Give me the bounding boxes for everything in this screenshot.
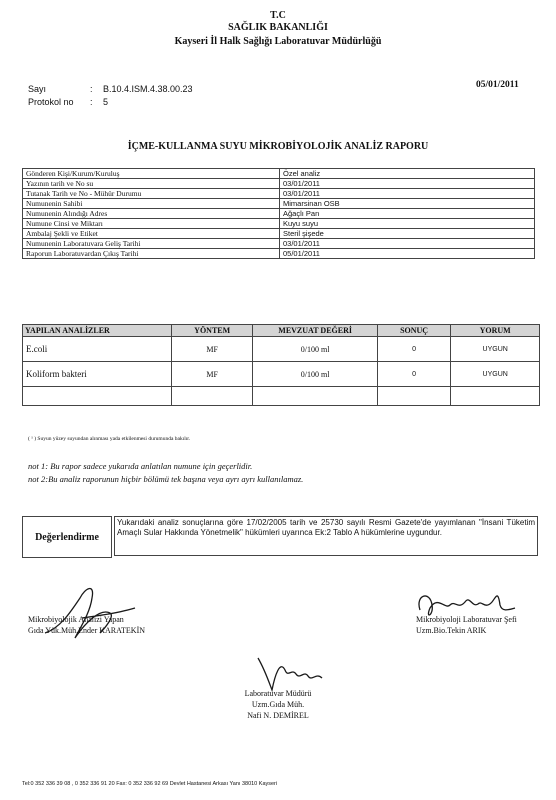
protokol-value: 5 xyxy=(103,97,109,107)
table-row xyxy=(23,337,540,362)
empty-cell xyxy=(171,387,253,406)
info-value: 03/01/2011 xyxy=(280,239,535,249)
info-value: Kuyu suyu xyxy=(280,219,535,229)
signature-left-title: Mikrobiyolojik Analizi Yapan xyxy=(28,615,124,624)
report-date: 05/01/2011 xyxy=(476,80,519,90)
analysis-comment: UYGUN xyxy=(451,362,540,387)
sayi-label: Sayı xyxy=(28,84,47,94)
protokol-colon: : xyxy=(90,97,93,107)
table-row xyxy=(23,179,535,189)
col-regulation: MEVZUAT DEĞERİ xyxy=(253,325,377,337)
table-header-row xyxy=(23,325,540,337)
col-method: YÖNTEM xyxy=(171,325,253,337)
table-row xyxy=(23,249,535,259)
header-tc: T.C xyxy=(270,10,286,21)
note-2: not 2:Bu analiz raporunun hiçbir bölümü tek başına veya ayrı ayrı kullanılamaz. xyxy=(28,474,304,484)
analysis-table xyxy=(22,324,540,406)
table-row xyxy=(23,362,540,387)
info-key: Numunenin Alındığı Adres xyxy=(23,209,280,219)
info-key: Numunenin Laboratuvara Geliş Tarihi xyxy=(23,239,280,249)
table-row xyxy=(23,199,535,209)
table-row xyxy=(23,219,535,229)
evaluation-label: Değerlendirme xyxy=(22,516,112,558)
signature-center xyxy=(218,688,338,721)
signature-left-image xyxy=(40,578,140,648)
col-analyses: YAPILAN ANALİZLER xyxy=(23,325,172,337)
info-value: 03/01/2011 xyxy=(280,189,535,199)
signature-left-name: Gıda Yük.Müh.Ender KARATEKİN xyxy=(28,626,146,635)
table-row-empty xyxy=(23,387,540,406)
evaluation-section xyxy=(22,516,540,558)
info-value: Özel analiz xyxy=(280,169,535,179)
info-key: Gönderen Kişi/Kurum/Kuruluş xyxy=(23,169,280,179)
sample-info-table xyxy=(22,168,535,259)
table-row xyxy=(23,209,535,219)
info-value: Ağaçlı Pan xyxy=(280,209,535,219)
info-key: Ambalaj Şekli ve Etiket xyxy=(23,229,280,239)
info-value: 05/01/2011 xyxy=(280,249,535,259)
info-value: Steril şişede xyxy=(280,229,535,239)
table-row xyxy=(23,229,535,239)
info-value: 03/01/2011 xyxy=(280,179,535,189)
evaluation-text: Yukarıdaki analiz sonuçlarına göre 17/02/2005 tarih ve 25730 sayılı Resmi Gazete'de yayımlanan "İnsani Tüketim Amaçlı Sular Hakkında Yönetmelik" hükümleri uyarınca Ek:2 Tablo A hükümlerine uygundur. xyxy=(114,516,538,556)
analysis-regulation: 0/100 ml xyxy=(253,337,377,362)
info-key: Yazının tarih ve No su xyxy=(23,179,280,189)
empty-cell xyxy=(451,387,540,406)
table-row xyxy=(23,189,535,199)
note-1: not 1: Bu rapor sadece yukarıda anlatılan numune için geçerlidir. xyxy=(28,461,253,471)
sayi-colon: : xyxy=(90,84,93,94)
signature-right xyxy=(416,614,517,636)
header-directorate: Kayseri İl Halk Sağlığı Laboratuvar Müdürlüğü xyxy=(174,36,382,47)
analysis-name: E.coli xyxy=(23,337,172,362)
signature-center-degree: Uzm.Gıda Müh. xyxy=(251,700,305,709)
col-comment: YORUM xyxy=(451,325,540,337)
report-title: İÇME-KULLANMA SUYU MİKROBİYOLOJİK ANALİZ RAPORU xyxy=(127,141,429,152)
footer-contact: Tel:0 352 336 39 08 , 0 352 336 91 20 Fax: 0 352 336 92 69 Devlet Hastanesi Arkası Yanı 38010 Kayseri xyxy=(22,781,278,787)
analysis-method: MF xyxy=(171,337,253,362)
analysis-result: 0 xyxy=(377,337,451,362)
empty-cell xyxy=(253,387,377,406)
analysis-result: 0 xyxy=(377,362,451,387)
analysis-comment: UYGUN xyxy=(451,337,540,362)
table-row xyxy=(23,169,535,179)
analysis-regulation: 0/100 ml xyxy=(253,362,377,387)
col-result: SONUÇ xyxy=(377,325,451,337)
signature-center-name: Nafi N. DEMİREL xyxy=(247,711,309,720)
protokol-label: Protokol no xyxy=(28,97,74,107)
signature-right-title: Mikrobiyoloji Laboratuvar Şefi xyxy=(416,615,517,624)
table-row xyxy=(23,239,535,249)
sayi-value: B.10.4.ISM.4.38.00.23 xyxy=(103,84,193,94)
empty-cell xyxy=(23,387,172,406)
header-ministry: SAĞLIK BAKANLIĞI xyxy=(228,22,328,33)
empty-cell xyxy=(377,387,451,406)
info-key: Tutanak Tarih ve No - Mühür Durumu xyxy=(23,189,280,199)
signature-center-title: Laboratuvar Müdürü xyxy=(244,689,312,698)
footnote: ( ¹ ) Suyun yüzey suyundan alınması yada etkilenmesi durumunda bakılır. xyxy=(28,436,191,442)
analysis-name: Koliform bakteri xyxy=(23,362,172,387)
signature-right-name: Uzm.Bio.Tekin ARIK xyxy=(416,626,487,635)
analysis-method: MF xyxy=(171,362,253,387)
info-key: Raporun Laboratuvardan Çıkış Tarihi xyxy=(23,249,280,259)
info-key: Numunenin Sahibi xyxy=(23,199,280,209)
signature-left xyxy=(28,614,145,636)
info-value: Mimarsinan OSB xyxy=(280,199,535,209)
info-key: Numune Cinsi ve Miktarı xyxy=(23,219,280,229)
